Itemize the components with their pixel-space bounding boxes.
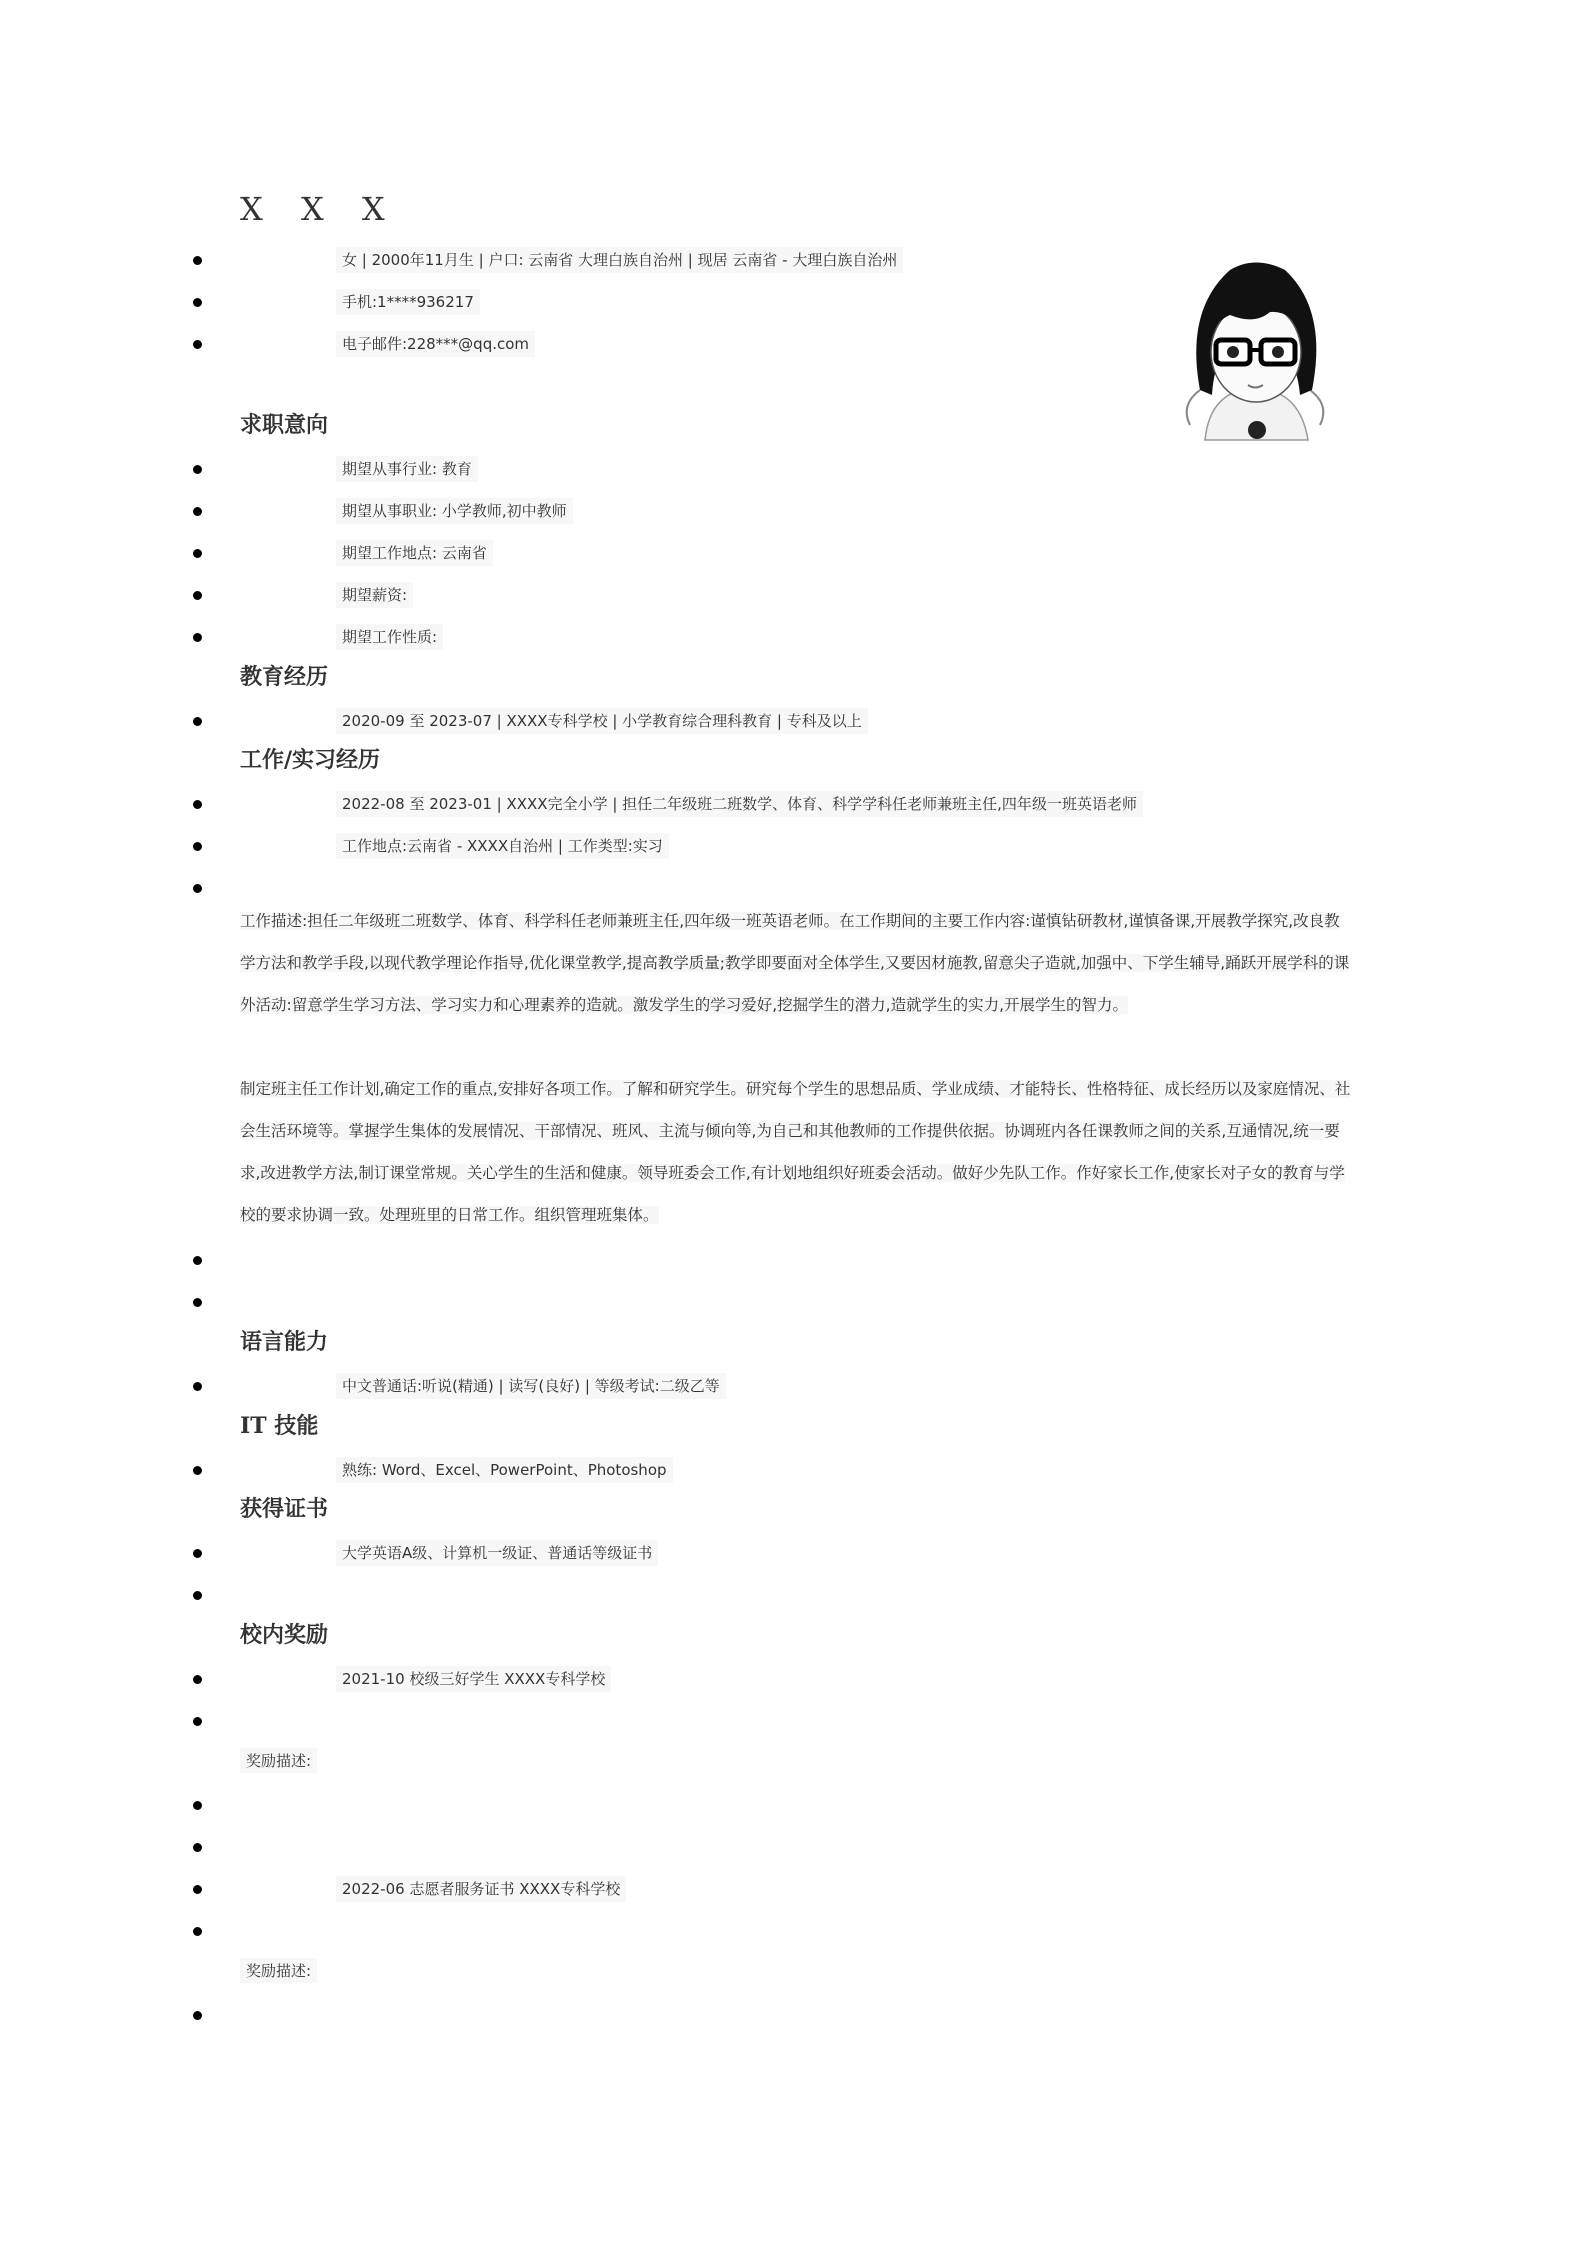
bullet xyxy=(193,842,202,851)
bullet xyxy=(193,1717,202,1726)
bullet xyxy=(193,717,202,726)
heading-job-intent: 求职意向 xyxy=(240,412,329,438)
bullet xyxy=(193,340,202,349)
bullet xyxy=(193,591,202,600)
bullet xyxy=(193,1298,202,1307)
bullet xyxy=(193,1843,202,1852)
work-description-1: 工作描述:担任二年级班二班数学、体育、科学科任老师兼班主任,四年级一班英语老师。在工作期间的主要工作内容:谨慎钻研教材,谨慎备课,开展教学探究,改良教学方法和教学手段,以现代教学理论作指导,优化课堂教学,提高教学质量;教学即要面对全体学生,又要因材施教,留意尖子造就,加强中、下学生辅导,踊跃开展学科的课外活动:留意学生学习方法、学习实力和心理素养的造就。激发学生的学习爱好,挖掘学生的潜力,造就学生的实力,开展学生的智力。 xyxy=(240,912,1350,1014)
bullet xyxy=(193,1256,202,1265)
bullet xyxy=(193,2011,202,2020)
certs-entry: 大学英语A级、计算机一级证、普通话等级证书 xyxy=(336,1540,658,1566)
candidate-name: X X X xyxy=(240,190,399,228)
work-description-2: 制定班主任工作计划,确定工作的重点,安排好各项工作。了解和研究学生。研究每个学生的思想品质、学业成绩、才能特长、性格特征、成长经历以及家庭情况、社会生活环境等。掌握学生集体的发展情况、干部情况、班风、主流与倾向等,为自己和其他教师的工作提供依据。协调班内各任课教师之间的关系,互通情况,统一要求,改进教学方法,制订课堂常规。关心学生的生活和健康。领导班委会工作,有计划地组织好班委会活动。做好少先队工作。作好家长工作,使家长对子女的教育与学校的要求协调一致。处理班里的日常工作。组织管理班集体。 xyxy=(240,1080,1351,1224)
bullet xyxy=(193,1591,202,1600)
bullet xyxy=(193,633,202,642)
award-2-description: 奖励描述: xyxy=(240,1958,317,1983)
intent-industry: 期望从事行业: 教育 xyxy=(336,456,478,482)
heading-work: 工作/实习经历 xyxy=(240,747,381,773)
heading-awards: 校内奖励 xyxy=(240,1622,329,1648)
work-location: 工作地点:云南省 - XXXX自治州 | 工作类型:实习 xyxy=(336,833,669,859)
language-entry: 中文普通话:听说(精通) | 读写(良好) | 等级考试:二级乙等 xyxy=(336,1373,726,1399)
avatar-illustration xyxy=(1160,240,1350,460)
bullet xyxy=(193,549,202,558)
heading-certs: 获得证书 xyxy=(240,1496,329,1522)
bullet xyxy=(193,800,202,809)
bullet xyxy=(193,507,202,516)
award-1-description: 奖励描述: xyxy=(240,1748,317,1773)
bullet xyxy=(193,1675,202,1684)
intent-salary: 期望薪资: xyxy=(336,582,413,608)
bullet xyxy=(193,884,202,893)
bullet xyxy=(193,256,202,265)
intent-type: 期望工作性质: xyxy=(336,624,443,650)
bullet xyxy=(193,1801,202,1810)
heading-it: IT 技能 xyxy=(240,1413,319,1439)
award-2: 2022-06 志愿者服务证书 XXXX专科学校 xyxy=(336,1876,626,1902)
personal-info: 女 | 2000年11月生 | 户口: 云南省 大理白族自治州 | 现居 云南省 - 大理白族自治州 xyxy=(336,247,903,273)
bullet xyxy=(193,1382,202,1391)
it-entry: 熟练: Word、Excel、PowerPoint、Photoshop xyxy=(336,1457,673,1483)
bullet xyxy=(193,1549,202,1558)
phone: 手机:1****936217 xyxy=(336,289,480,315)
bullet xyxy=(193,298,202,307)
intent-location: 期望工作地点: 云南省 xyxy=(336,540,493,566)
heading-language: 语言能力 xyxy=(240,1329,329,1355)
bullet xyxy=(193,1466,202,1475)
award-1: 2021-10 校级三好学生 XXXX专科学校 xyxy=(336,1666,611,1692)
work-entry: 2022-08 至 2023-01 | XXXX完全小学 | 担任二年级班二班数学、体育、科学学科任老师兼班主任,四年级一班英语老师 xyxy=(336,791,1143,817)
bullet xyxy=(193,465,202,474)
education-entry: 2020-09 至 2023-07 | XXXX专科学校 | 小学教育综合理科教育 | 专科及以上 xyxy=(336,708,868,734)
intent-position: 期望从事职业: 小学教师,初中教师 xyxy=(336,498,573,524)
bullet xyxy=(193,1885,202,1894)
bullet xyxy=(193,1927,202,1936)
email: 电子邮件:228***@qq.com xyxy=(336,331,535,357)
heading-education: 教育经历 xyxy=(240,664,329,690)
